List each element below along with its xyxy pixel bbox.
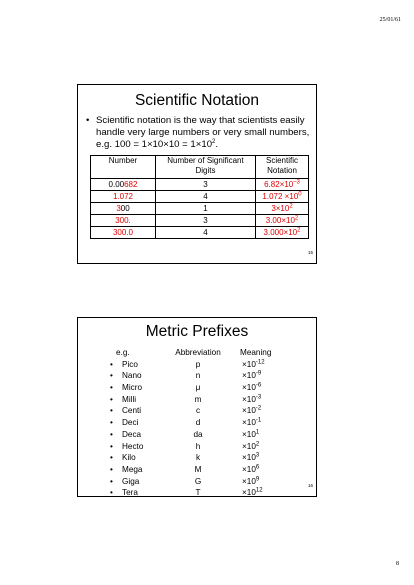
- prefix-abbreviation: M: [194, 464, 202, 474]
- slide-title: Scientific Notation: [134, 92, 260, 109]
- cell-number: 0.00682: [91, 179, 156, 191]
- list-item: [110, 452, 298, 464]
- prefix-meaning: $\times 10^3$: [242, 452, 260, 463]
- prefix-meaning: $\times 10^{-9}$: [242, 370, 262, 381]
- list-item: [110, 382, 298, 394]
- cell-digits: 1: [156, 203, 256, 215]
- prefix-name: • Kilo: [110, 453, 136, 463]
- cell-scientific: $3\times 10^2$: [256, 203, 309, 215]
- slide-scientific-notation: [77, 84, 317, 264]
- prefix-header-row: [110, 347, 298, 359]
- table-row: [91, 191, 309, 203]
- list-item: [110, 441, 298, 453]
- table-row: [91, 215, 309, 227]
- header-scientific-notation: Scientific Notation: [256, 156, 309, 179]
- prefix-meaning: $\times 10^6$: [242, 464, 260, 474]
- header-number: Number: [91, 156, 156, 179]
- list-item: [110, 429, 298, 441]
- prefix-name: • Pico: [110, 359, 138, 369]
- prefix-name: • Mega: [110, 464, 143, 474]
- list-item: [110, 405, 298, 417]
- header-eg: e.g.: [116, 348, 130, 357]
- slide-metric-prefixes: [77, 317, 317, 497]
- prefix-name: • Deca: [110, 429, 142, 439]
- prefix-abbreviation: c: [195, 406, 201, 416]
- bullet-point: [86, 115, 310, 151]
- list-item: [110, 464, 298, 476]
- cell-digits: 3: [156, 179, 256, 191]
- list-item: [110, 394, 298, 406]
- cell-number: 300.: [91, 215, 156, 227]
- prefix-abbreviation: h: [195, 441, 201, 451]
- cell-digits: 4: [156, 191, 256, 203]
- cell-number: 300.0: [91, 227, 156, 239]
- prefix-name: • Tera: [110, 488, 138, 498]
- prefix-meaning: $\times 10^{12}$: [242, 487, 263, 498]
- prefix-name: • Centi: [110, 406, 142, 416]
- cell-digits: 4: [156, 227, 256, 239]
- cell-scientific: $1.072 \times 10^0$: [256, 191, 309, 203]
- prefix-name: • Milli: [110, 394, 137, 404]
- header-abbreviation: Abbreviation: [175, 348, 221, 357]
- table-header-row: [91, 156, 309, 179]
- prefix-abbreviation: k: [195, 453, 201, 463]
- prefix-abbreviation: p: [195, 359, 201, 369]
- prefix-name: • Deci: [110, 418, 139, 428]
- prefix-abbreviation: n: [195, 371, 201, 381]
- prefix-meaning: $\times 10^{-6}$: [242, 382, 262, 393]
- cell-digits: 3: [156, 215, 256, 227]
- list-item: [110, 487, 298, 499]
- prefix-meaning: $\times 10^2$: [242, 440, 260, 451]
- list-item: [110, 476, 298, 488]
- list-item: [110, 417, 298, 429]
- cell-scientific: $3.00\times 10^2$: [256, 215, 309, 227]
- slide-number: 15: [307, 250, 313, 255]
- prefix-meaning: $\times 10^{-12}$: [242, 358, 265, 369]
- prefix-abbreviation: μ: [195, 383, 201, 393]
- prefix-meaning: $\times 10^{-1}$: [242, 417, 262, 428]
- table-row: [91, 179, 309, 191]
- prefix-abbreviation: m: [194, 394, 202, 404]
- prefix-name: • Giga: [110, 476, 140, 486]
- prefix-name: • Nano: [110, 371, 142, 381]
- prefix-abbreviation: G: [194, 476, 202, 486]
- prefix-abbreviation: d: [195, 418, 201, 428]
- table-row: [91, 227, 309, 239]
- table-row: [91, 203, 309, 215]
- header-meaning: Meaning: [240, 348, 272, 357]
- list-item: [110, 359, 298, 371]
- header-significant-digits: Number of Significant Digits: [156, 156, 256, 179]
- prefix-name: • Micro: [110, 383, 143, 393]
- page-number: 8: [396, 561, 399, 567]
- notation-table: [90, 155, 309, 239]
- slide-title: Metric Prefixes: [145, 323, 249, 340]
- prefix-abbreviation: T: [195, 488, 201, 498]
- prefix-abbreviation: da: [193, 429, 203, 439]
- prefix-meaning: $\times 10^9$: [242, 475, 260, 486]
- prefix-list: [110, 347, 298, 499]
- cell-number: 1.072: [91, 191, 156, 203]
- bullet-text: Scientific notation is the way that scientists easily handle very large numbers or very small numbers, e.g. $100 = 1\times 10\times 10 = 1\times 10^2$.: [96, 115, 310, 150]
- bullet-icon: •: [86, 115, 90, 126]
- cell-scientific: $3.000\times 10^2$: [256, 227, 309, 239]
- prefix-meaning: $\times 10^1$: [242, 429, 260, 439]
- prefix-meaning: $\times 10^{-2}$: [242, 405, 262, 416]
- cell-number: 300: [91, 203, 156, 215]
- list-item: [110, 370, 298, 382]
- cell-scientific: $6.82\times 10^{-3}$: [256, 179, 309, 191]
- header-date: 25/01/61: [379, 17, 401, 23]
- prefix-meaning: $\times 10^{-3}$: [242, 394, 262, 404]
- slide-number: 16: [307, 483, 313, 488]
- prefix-name: • Hecto: [110, 441, 144, 451]
